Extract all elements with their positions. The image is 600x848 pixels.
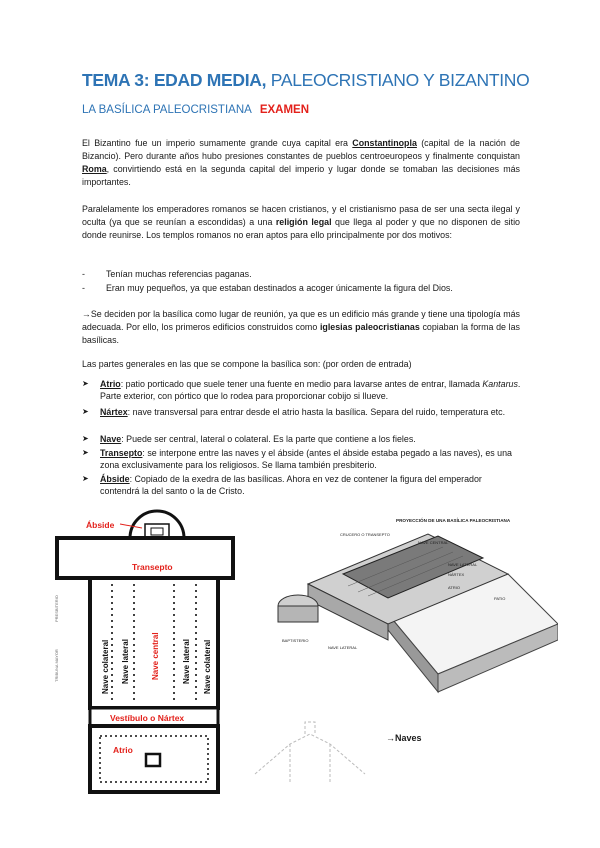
part-desc: : nave transversal para entrar desde el atrio hasta la basílica. Separa del ruido, temperatura etc.: [127, 407, 506, 417]
plan-label-nave-5: Nave colateral: [203, 639, 212, 694]
arrow-bullet-icon: ➤: [82, 407, 89, 416]
projection-label: BAPTISTERIO: [282, 638, 309, 643]
projection-label: ATRIO: [448, 585, 460, 590]
naves-caption: →Naves: [386, 733, 422, 743]
plan-label-nave-central: Nave central: [151, 632, 160, 680]
parts-intro: Las partes generales en las que se compone la basílica son: (por orden de entrada): [82, 359, 412, 369]
projection-label: NAVE CENTRAL: [418, 540, 449, 545]
para3-text-2: copiaban la forma de las basílicas.: [82, 322, 520, 346]
part-desc: : Puede ser central, lateral o colateral. Es la parte que contiene a los fieles.: [121, 434, 416, 444]
plan-side-label: PRESBITERIO: [54, 595, 59, 622]
basilica-projection: [268, 514, 558, 704]
plan-label-narthex: Vestíbulo o Nártex: [110, 713, 185, 723]
paragraph-byzantine: [82, 137, 520, 189]
plan-label-transept: Transepto: [132, 562, 173, 572]
page-title: [82, 70, 529, 91]
paragraph-basilica: [82, 308, 520, 347]
list-item: [82, 473, 522, 498]
part-desc: : se interpone entre las naves y el ábside (antes el ábside estaba pegado a las naves), es una zona exclusivamente para los religiosos. Se llama también presbiterio.: [100, 448, 512, 471]
reason-text: Eran muy pequeños, ya que estaban destinados a acoger únicamente la figura del Dios.: [106, 283, 453, 293]
projection-label: CRUCERO O TRANSEPTO: [340, 532, 390, 537]
plan-label-atrium: Atrio: [113, 745, 133, 755]
basilica-floor-plan: [50, 502, 240, 802]
part-term: Nave: [100, 434, 122, 444]
projection-label: NAVE LATERAL: [328, 645, 358, 650]
list-item: [82, 378, 522, 403]
exam-label: EXAMEN: [259, 104, 310, 116]
keyword-iglesias: iglesias paleocristianas: [319, 322, 420, 333]
plan-label-nave-1: Nave colateral: [101, 639, 110, 694]
para1-text-2: (capital de la nación de Bizancio). Pero durante años hubo presiones constantes de pueblos centroeuropeos y finalmente conquistan: [82, 138, 520, 162]
keyword-constantinopla: Constantinopla: [352, 138, 417, 148]
arrow-bullet-icon: ➤: [82, 474, 89, 483]
plan-label-absid: Ábside: [86, 520, 115, 530]
baptistery-wall: [278, 606, 318, 622]
arrow-bullet-icon: ➤: [82, 379, 89, 388]
projection-label: NÁRTEX: [448, 572, 465, 577]
transept-shape: [57, 538, 233, 578]
list-item: [82, 447, 522, 472]
plan-side-label: TRIBUNA MAYOR: [54, 649, 59, 682]
projection-label: PATIO: [494, 596, 506, 601]
para3-text-1: →Se deciden por la basílica como lugar de reunión, ya que es un edificio más grande y tiene una tipología más adecuada. Por ello, los primeros edificios construidos como: [82, 309, 520, 333]
list-item: [82, 406, 522, 418]
part-desc: : patio porticado que suele tener una fuente en medio para lavarse antes de entrar, llamada: [120, 379, 483, 389]
arrow-bullet-icon: ➤: [82, 434, 89, 443]
part-term: Nártex: [100, 407, 128, 417]
list-item: - Tenían muchas referencias paganas.: [82, 269, 252, 279]
keyword-roma: Roma: [82, 164, 107, 175]
subtitle-text: LA BASÍLICA PALEOCRISTIANA: [82, 104, 252, 116]
paragraph-christians: [82, 203, 520, 242]
projection-title: PROYECCIÓN DE UNA BASÍLICA PALEOCRISTIANA: [396, 518, 511, 523]
part-term: Transepto: [100, 448, 143, 458]
section-subtitle: [82, 104, 309, 116]
para1-text-1: El Bizantino fue un imperio sumamente grande cuya capital era: [82, 138, 353, 148]
part-desc2: . Parte exterior, con pórtico que lo rodea para proporcionar cobijo si llueve.: [100, 379, 521, 402]
title-rest: PALEOCRISTIANO Y BIZANTINO: [266, 70, 530, 90]
reason-text: Tenían muchas referencias paganas.: [106, 269, 252, 279]
para1-text-3: , convirtiendo está en la segunda capital del imperio y lugar donde se tomaban las decisiones más importantes.: [82, 164, 520, 188]
projection-label: NAVE LATERAL: [448, 562, 478, 567]
atrium-shape: [90, 726, 218, 792]
para2-text-2: que llega al poder y que no disponen de sitio donde reunirse. Los templos romanos no eran aptos para ello principalmente por dos motivos:: [82, 217, 520, 241]
plan-label-nave-2: Nave lateral: [121, 639, 130, 684]
plan-label-nave-4: Nave lateral: [182, 639, 191, 684]
keyword-religion-legal: religión legal: [275, 217, 332, 228]
list-item: [82, 433, 522, 445]
part-em: Kantarus: [482, 379, 518, 389]
arrow-bullet-icon: ➤: [82, 448, 89, 457]
title-strong: TEMA 3: EDAD MEDIA,: [82, 70, 267, 90]
list-item: - Eran muy pequeños, ya que estaban destinados a acoger únicamente la figura del Dios.: [82, 283, 453, 293]
part-desc: : Copiado de la exedra de las basílicas. Ahora en vez de contener la figura del emperador contendrá la del santo o la de Cristo.: [100, 474, 482, 497]
naves-sketch: [250, 704, 370, 794]
para2-text-1: Paralelamente los emperadores romanos se hacen cristianos, y el cristianismo pasa de ser una secta ilegal y oculta (ya que se reunían a escondidas) a una: [82, 204, 520, 228]
part-term: Atrio: [100, 379, 121, 389]
part-term: Ábside: [100, 474, 130, 484]
